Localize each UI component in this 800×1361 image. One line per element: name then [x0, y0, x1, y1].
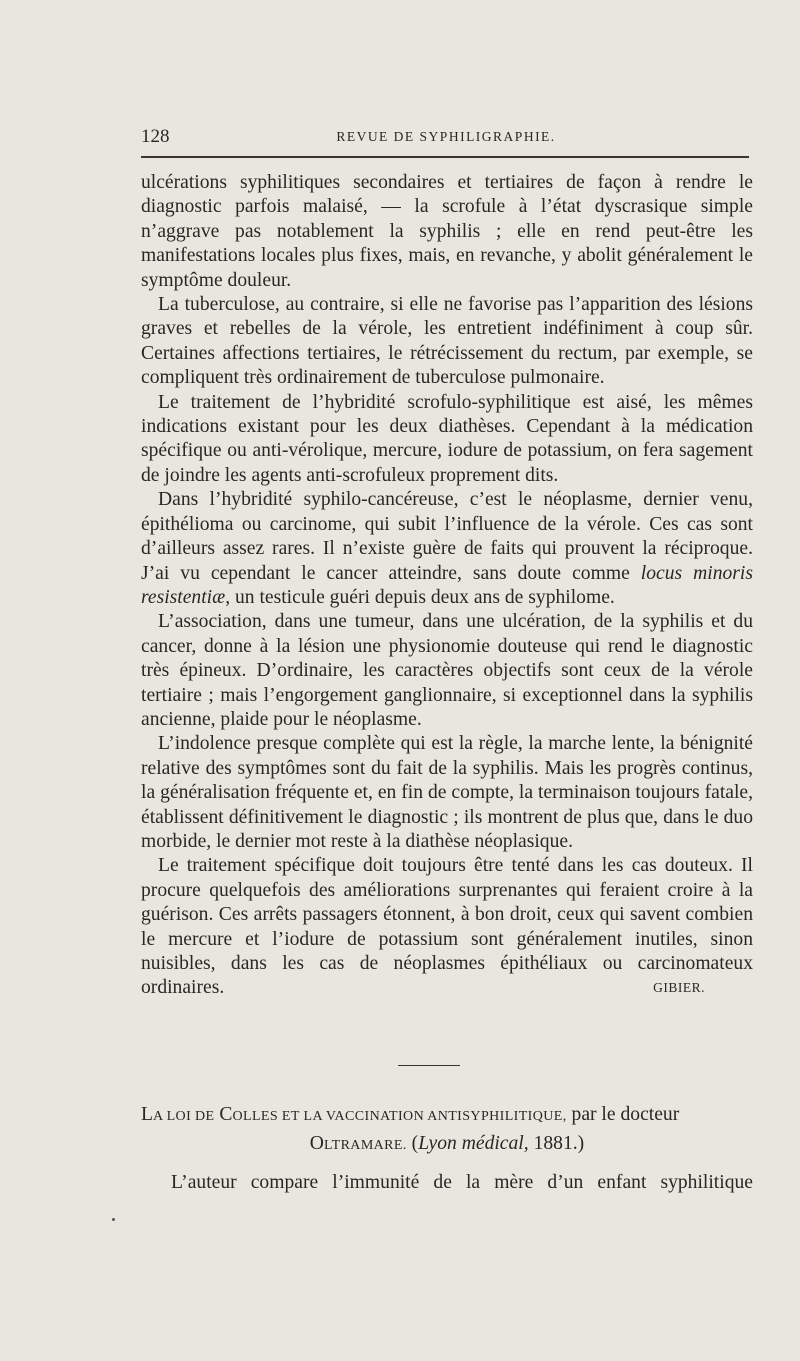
latin-phrase: locus minoris resistentiæ — [141, 562, 754, 608]
heading-line: OLTRAMARE. (Lyon médical, 1881.) — [309, 1133, 585, 1154]
print-speck — [112, 1218, 115, 1221]
title-smallcaps: OLLES ET LA VACCINATION ANTISYPHILITIQUE, — [232, 1109, 567, 1124]
title-smallcaps: A LOI DE — [152, 1109, 215, 1124]
journal-title: Lyon médical, — [418, 1133, 529, 1154]
paragraph-text: Dans l’hybridité syphilo-cancéreuse, c’est le néoplasme, dernier venu, épithélioma ou carcinome, qui subit l’influence de la vérole. Ces cas sont d’ailleurs assez rares. Il n’existe guère de faits qui prouvent la réciproque. J’ai vu cependant le cancer atteindre, sans doute comme — [141, 489, 753, 584]
paragraph: L’association, dans une tumeur, dans une ulcération, de la syphilis et du cancer, donne à la lésion une physionomie douteuse qui rend le diagnostic très épineux. D’ordinaire, les caractères objectifs sont ceux de la vérole tertiaire ; mais l’engorgement ganglionnaire, si exceptionnel dans la syphilis ancienne, plaide pour le néoplasme. — [141, 611, 753, 730]
paragraph-text: , un testicule guéri depuis deux ans de syphilome. — [225, 586, 615, 608]
journal-year: 1881. — [533, 1133, 578, 1154]
title-initial: C — [219, 1104, 233, 1125]
paragraph: Le traitement de l’hybridité scrofulo-syphilitique est aisé, les mêmes indications existant pour les deux diathèses. Cependant à la médication spécifique ou anti-vérolique, mercure, iodure de potassium, on fera sagement de joindre les agents anti-scrofuleux proprement dits. — [141, 391, 753, 486]
paragraph: La tuberculose, au contraire, si elle ne favorise pas l’apparition des lésions graves et rebelles de la vérole, les entretient indéfiniment à coup sûr. Certaines affections tertiaires, le rétrécissement du rectum, par exemple, se compliquent très ordinairement de tuberculose pulmonaire. — [141, 294, 753, 389]
article-body — [141, 171, 753, 1001]
paragraph-text: Le traitement spécifique doit toujours être tenté dans les cas douteux. Il procure quelquefois des améliorations surprenantes qui feraient croire à la guérison. Ces arrêts passagers étonnent, à bon droit, ceux qui savent combien le mercure et l’iodure de potassium sont généralement inutiles, sinon nuisibles, dans les cas de néoplasmes épithéliaux ou carcinomateux ordinaires. — [141, 855, 753, 999]
page-header — [141, 126, 751, 150]
heading-line — [141, 1101, 753, 1130]
running-head: REVUE DE SYPHILIGRAPHIE. — [336, 129, 556, 144]
paragraph: L’indolence presque complète qui est la règle, la marche lente, la bénignité relative des symptômes sont du fait de la syphilis. Mais les progrès continus, la généralisation fréquente et, en fin de compte, la terminaison toujours fatale, établissent définitivement le diagnostic ; ils montrent de plus que, dans le duo morbide, le dernier mot reste à la diathèse néoplasique. — [141, 733, 753, 852]
page-number: 128 — [141, 126, 170, 147]
author-signature: GIBIER. — [653, 980, 705, 996]
paragraph — [141, 488, 753, 610]
continuation-line: L’auteur compare l’immunité de la mère d’un enfant syphilitique — [171, 1172, 753, 1193]
bibliographic-heading — [141, 1101, 753, 1159]
author-smallcaps: LTRAMARE. — [323, 1138, 407, 1153]
byline: par le docteur — [571, 1104, 680, 1125]
author-initial: O — [309, 1133, 324, 1154]
section-divider — [398, 1065, 460, 1066]
paragraph: ulcérations syphilitiques secondaires et tertiaires de façon à rendre le diagnostic parfois malaisé, — la scrofule à l’état dyscrasique simple n’aggrave pas notablement la syphilis ; elle en rend peut-être les manifestations locales plus fixes, mais, en revanche, y abolit généralement le symptôme douleur. — [141, 172, 753, 291]
paragraph — [141, 854, 753, 1000]
header-rule — [141, 156, 749, 158]
title-initial: L — [141, 1104, 153, 1125]
